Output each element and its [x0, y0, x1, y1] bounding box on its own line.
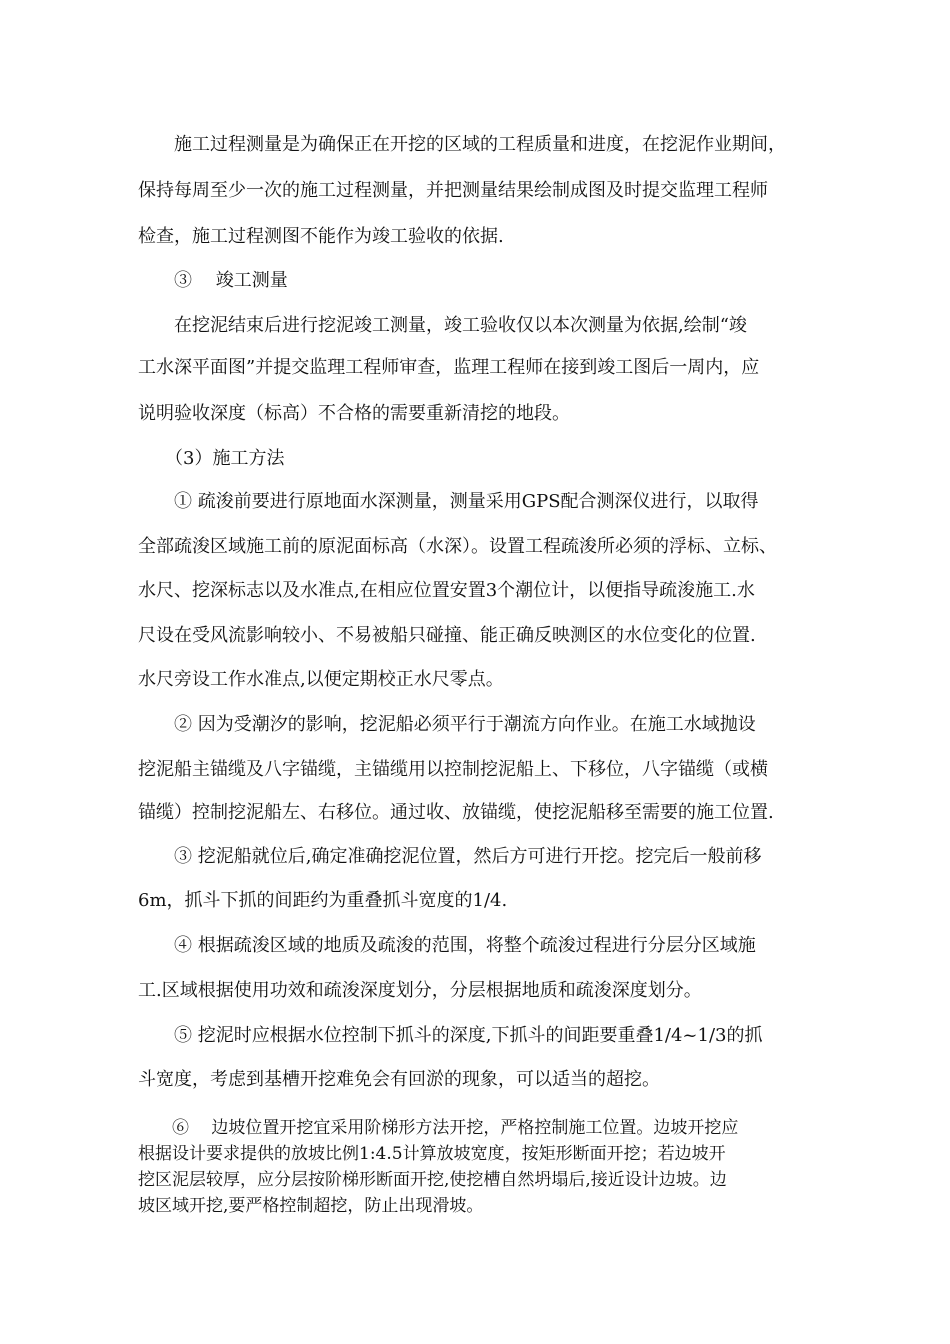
text-line: 斗宽度，考虑到基槽开挖难免会有回淤的现象，可以适当的超挖。 [138, 1069, 660, 1090]
text-line: 施工过程测量是为确保正在开挖的区域的工程质量和进度，在挖泥作业期间， [138, 134, 786, 155]
text-line: 全部疏浚区域施工前的原泥面标高（水深）。设置工程疏浚所必须的浮标、立标、 [138, 536, 777, 557]
text-line: ④ 根据疏浚区域的地质及疏浚的范围，将整个疏浚过程进行分层分区域施 [138, 935, 756, 956]
text-line: ① 疏浚前要进行原地面水深测量，测量采用GPS配合测深仪进行，以取得 [138, 491, 759, 512]
text-line: 保持每周至少一次的施工过程测量，并把测量结果绘制成图及时提交监理工程师 [138, 180, 768, 201]
text-line: 尺设在受风流影响较小、不易被船只碰撞、能正确反映测区的水位变化的位置. [138, 625, 756, 646]
text-line: 锚缆）控制挖泥船左、右移位。通过收、放锚缆，使挖泥船移至需要的施工位置. [138, 802, 774, 823]
text-line: 工水深平面图”并提交监理工程师审查，监理工程师在接到竣工图后一周内，应 [138, 357, 760, 378]
text-line: 6m，抓斗下抓的间距约为重叠抓斗宽度的1/4. [138, 890, 508, 911]
section-heading: ③ 竣工测量 [138, 270, 288, 291]
text-line: ⑥ 边坡位置开挖宜采用阶梯形方法开挖，严格控制施工位置。边坡开挖应 [138, 1118, 739, 1138]
text-line: 坡区域开挖,要严格控制超挖，防止出现滑坡。 [138, 1196, 484, 1216]
text-line: 水尺旁设工作水准点,以便定期校正水尺零点。 [138, 669, 504, 690]
text-line: 工.区域根据使用功效和疏浚深度划分，分层根据地质和疏浚深度划分。 [138, 980, 702, 1001]
text-line: 根据设计要求提供的放坡比例1:4.5计算放坡宽度，按矩形断面开挖；若边坡开 [138, 1144, 726, 1164]
text-line: 在挖泥结束后进行挖泥竣工测量，竣工验收仅以本次测量为依据,绘制“竣 [138, 315, 747, 336]
text-line: 水尺、挖深标志以及水准点,在相应位置安置3个潮位计，以便指导疏浚施工.水 [138, 580, 755, 601]
text-line: 说明验收深度（标高）不合格的需要重新清挖的地段。 [138, 403, 570, 424]
text-line: 挖区泥层较厚，应分层按阶梯形断面开挖,使挖槽自然坍塌后,接近设计边坡。边 [138, 1170, 727, 1190]
text-line: 挖泥船主锚缆及八字锚缆，主锚缆用以控制挖泥船上、下移位，八字锚缆（或横 [138, 759, 768, 780]
text-line: ② 因为受潮汐的影响，挖泥船必须平行于潮流方向作业。在施工水域抛设 [138, 714, 756, 735]
section-heading: （3）施工方法 [138, 448, 285, 469]
text-line: ⑤ 挖泥时应根据水位控制下抓斗的深度,下抓斗的间距要重叠1/4~1/3的抓 [138, 1025, 763, 1046]
text-line: 检查，施工过程测图不能作为竣工验收的依据. [138, 226, 504, 247]
text-line: ③ 挖泥船就位后,确定准确挖泥位置，然后方可进行开挖。挖完后一般前移 [138, 846, 762, 867]
